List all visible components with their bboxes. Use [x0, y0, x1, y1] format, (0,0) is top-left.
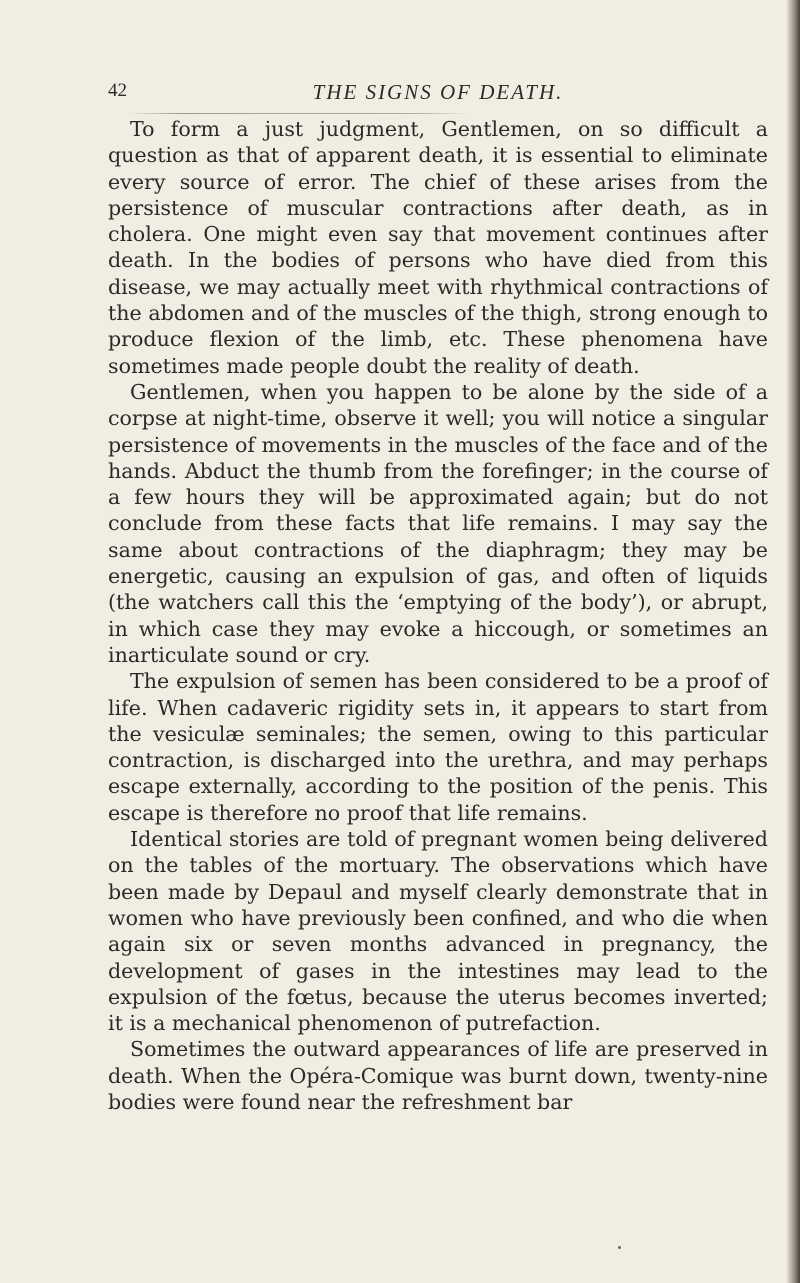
print-speck: [618, 1246, 621, 1249]
page-edge-shadow: [786, 0, 800, 1283]
paragraph: To form a just judgment, Gentlemen, on so difficult a question as that of apparent death, it is essential to eliminate every source of error. The chief of these arises from the persistence of muscular contractions after death, as in cholera. One might even say that movement continues after death. In the bodies of persons who have died from this disease, we may actually meet with rhythmical contractions of the abdomen and of the muscles of the thigh, strong enough to produce flexion of the limb, etc. These phenomena have sometimes made people doubt the reality of death.: [108, 117, 768, 378]
paragraph: Sometimes the outward appearances of life are preserved in death. When the Opéra-Comique was burnt down, twenty-nine bodies were found near the refreshment bar: [108, 1037, 768, 1114]
paragraph: Gentlemen, when you happen to be alone by the side of a corpse at night-time, observe it well; you will notice a singular persistence of movements in the muscles of the face and of the hands. Abduct the thumb from the forefinger; in the course of a few hours they will be approximated again; but do not conclude from these facts that life remains. I may say the same about contractions of the diaphragm; they may be energetic, causing an expulsion of gas, and often of liquids (the watchers call this the ‘emptying of the body’), or abrupt, in which case they may evoke a hiccough, or sometimes an inarticulate sound or cry.: [108, 379, 768, 667]
page-header: [108, 80, 768, 110]
paragraph: Identical stories are told of pregnant women being delivered on the tables of the mortuary. The observations which have been made by Depaul and myself clearly demonstrate that in women who have previously been confined, and who die when again six or seven months advanced in pregnancy, the development of gases in the intestines may lead to the expulsion of the fœtus, because the uterus becomes inverted; it is a mechanical phenomenon of putrefaction.: [108, 827, 768, 1036]
body-text: [108, 116, 768, 1115]
paragraph: The expulsion of semen has been considered to be a proof of life. When cadaveric rigidity sets in, it appears to start from the vesiculæ seminales; the semen, owing to this particular contraction, is discharged into the urethra, and may perhaps escape externally, according to the position of the penis. This escape is therefore no proof that life remains.: [108, 669, 768, 825]
page-number: 42: [108, 80, 127, 101]
header-rule: [128, 113, 468, 114]
running-title: THE SIGNS OF DEATH.: [312, 80, 564, 104]
